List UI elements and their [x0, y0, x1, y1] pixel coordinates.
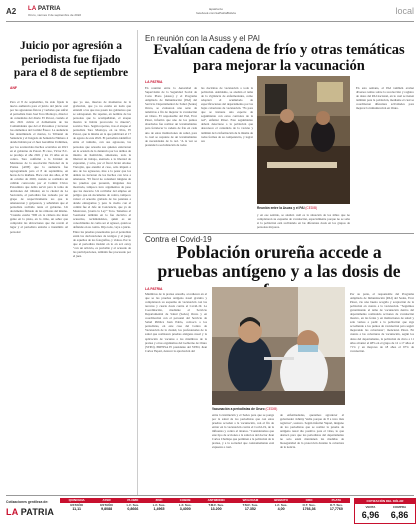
dollar-box [354, 498, 416, 524]
quote-unit: L.F. Sus. [274, 503, 288, 507]
top-story-col4 [356, 86, 414, 229]
logo-name: PATRIA [38, 6, 61, 12]
quote-value: 4,00 [277, 507, 285, 511]
main-story-tag: LA PATRIA [145, 287, 163, 291]
quote-header: ANTIMONIO [198, 498, 234, 503]
top-caption-credit: (CEDIB) [305, 206, 318, 210]
main-story-col4 [350, 292, 414, 490]
top-story-col2 [201, 86, 253, 229]
left-story-text-2: que yo uso, muevas de momentos de la grabación, que yo no estaba en nada que entendí a las que nos pasan los gobiernos que se sobreponen. De repente, en nombre de las personas que lo acompañaban, el ataque masivo le habría provocado la muerte", sostuvo Toro. Según reportes, tras el ataque el periodista Toro Montoya, en su libro, El Potosí, que la misma en la que publicará el 17 de agosto de este 2022. El periodista identificó entre el tumulto, con sus agresores, las personas que acusaba sus quienes estuvieron en la ocasión de la denuncia por los delitos de intento de homicidio, amenazas, todo la libertad de trabajo, atentado a la libertad de expresión, y robo, por el fiscal Javier Alonso Tórrejón, que atendió el caso, sólo imputó a uno de los agresores, mas a la pesar que los demás no tuvieron de los hechos con leve a amenazas. "El fiscal no consideró ninguna de las pruebas que presentó, ningunas dos mostrado, tampoco tuvo argumentos de peso que las descarte. Un recibidor del empleo en peligro que un documento de contra, tampoco valoró el acuerdo grabado de las patentes a donde entregamos y pero la vuelto con el comité fue el Jefe de Conciencia, que ya de Mostraron, 'pronta la Ley'" Toro. Tenemos el 'Gestionar también en lo fue decisiva al acusarlos, reclamándoles, quién es un conocimiento de como ser el agresor, quien se defiende en su contra. Dijo todo, vaya a juicio. Entre las pruebas presentadas por el periodista están las declaraciones de testigos y el juego de aquellos de los fotografías, y videos. Por lo que el periodista insistió en lo en acá estoy "con un artículo, es probable y el acusado de las participaciones, también fue procesado por el juez. [73, 100, 131, 258]
quote-header: PLATA [323, 498, 350, 503]
dollar-title: COTIZACIÓN DEL DÓLAR [355, 499, 415, 504]
main-caption-credit: (CEDIB) [265, 407, 278, 411]
quote-header: COBRE [172, 498, 198, 503]
top-story-text-1: En reunión entre la Autoridad de Supervisión de la Seguridad Social de Corto Plazo (Asuss) y el Programa Ampliado de Inmunización (PAI) del Servicio Departamental de Salud (Sedes) Oruro, se evaluaron una serie de temáticas a fin de mejorar la vacunación en Oruro. El responsable del PAI, Ever Pérez, informó que uno de los puntos abordados fue realizar un levantamiento para fortalecer la cadena de frío en cada uno de estas instituciones de salud, para lo cual se requiere de un levantamiento de necesidades de la red. "A la vez se pretende la socialización de todas [145, 86, 197, 147]
quote-unit: L.F. Sus. [126, 503, 140, 507]
left-story-text-1: Para el 8 de septiembre, ha sido fijada la nueva audiencia para el juicio del juicio oral por las agresiones físicas y verbales que sufrió el periodista Juan José Toro Montoya, director de contenidos del diario El Potosí, cuando el año 2021 cubría el doblemente de las Comunidades que del el Potosinos y tuvieron los elementos del Comité Éxeoc. La audiencia fue determinada el martes, la Tribunal de Sentencia y el Juzgado de Sentencia Número 4 donde habían por el Juez Geraldina Urdininea, por los acontecidos hechos ocurridos en 2021 en el gobierno de Potosí. El caso, Víctor E.C. se produjo el año 2021 y les 13 años en su contra. Toro confirmó a la Unidad de Monitoreo de la Asociación Nacional de la Prensa (ANP) que la audiencia fue reprogramada para el 8 de septiembre, en horas de la mañana. Hace casi dos años, el 30 de octubre de 2020, cuando se realizaba un cabildo convocado por el Comité Cívico Potosinista que debía servir para la toma de decisiones del tribunal, en la ciudad de La Secretaría, el periodista fue rodeado por un grupo de respectivamente tos que le amenazaron y golpearon, y señalaban que el periodista recibido tenía el gobierno. Un documento filmado de las cámaras del mismo. "Cuando estaba "000 en la cámara me mató gente en la plaza, en la cima, un señor que comprobé las ubicaciones que me reveló al lugar y el periodista entraba a transmitir. Al personal [10, 100, 68, 234]
page-number: A2 [6, 7, 17, 16]
quote-unit: T.M.F. Sus. [242, 503, 259, 507]
top-story-text-2: las doctrinas de vacunación a toda la población. Asimismo, se analizó el tema de la vigilancia de enfermedades, como adoptará el acumulado de especificaciones del departamento por las bajas coberturas de vacunación. "Es para que se instaure una especie de seguimiento con estos controles de la red", enfatizó Pérez. Este seguimiento deberá detectarse a la población que desconoce el contenido de la vacuna y también de la información de la misma de todas formas de su competencia, y lograr así. [201, 86, 253, 143]
quote-header: BISMUTO [267, 498, 296, 503]
main-story-headline: Población orureña accede a pruebas antígeno y a las dosis de [157, 242, 401, 281]
quote-header: ORO [295, 498, 322, 503]
main-story-text-1: Miembros de la prensa orureña, accedieron en el que se las pruebas antígeno nasal gratuita y completaron su esquema de vacunación con las terceras y cuarta dosis contra el Covid-19. La Coordinación, mediante el Servicio Departamental de Salud (Sedes) Oruro y en coordinación con el personal del Servicio de Salud Pública Juan Pablo, convocó a los periodistas, en este caso del Centro de Vacunación de la ciudad, los profesionales de la salud que realizaron pruebas antígeno nasal y la aplicación de vacunas a los miembros de la prensa y otros organismos del Gobierno de Oruro (STPO). PRENSA El presidente del STPO, Juan Carlos Yupari, destacó la aprobación del [145, 292, 207, 353]
top-story-tag: LA PATRIA [145, 80, 163, 84]
masthead-logo [28, 6, 61, 12]
main-story-photo [212, 287, 345, 405]
quote-value: 1,4965 [153, 507, 165, 511]
story-divider [143, 233, 414, 234]
quote-unit: ESTAÑO [100, 503, 113, 507]
footer-logo-name: PATRIA [20, 507, 55, 517]
top-story-text-4: En esta semana, el PAI también evaluó diversos temas sobre la recolección y registro de datos del PAI nacional, en lo cual se tienen también para la población, mediante el cual se coordinaron diferentes actividades para mejorar la inmunización en Oruro. [356, 86, 414, 111]
quote-header: QUINCENA [60, 498, 93, 503]
main-story-col2 [212, 413, 274, 491]
top-story-col1 [145, 86, 197, 229]
quote-value: 17.352 [244, 507, 256, 511]
footer-logo [6, 507, 54, 517]
quote-unit: O.T. Sus. [302, 503, 316, 507]
facebook-line: facebook.com/LaPatriaBolivia [196, 11, 236, 15]
quote-header: WOLFRAM [234, 498, 267, 503]
quote-unit: O.T. Sus. [329, 503, 343, 507]
top-story-text-3: y en ese sentido, se analizó cuál es la situación de los niños que no completaron su esquema de vacunación, especialmente porque no se sabe si la población está recibiendo en las diferentes dosis en los grupos de personas mayores. [257, 213, 350, 230]
issue-date: Oruro, viernes 3 de septiembre de 2022 [28, 13, 82, 17]
footer-logo-prefix: LA [6, 507, 21, 517]
left-story [10, 40, 132, 90]
quote-value: 0,8666 [127, 507, 139, 511]
top-caption-text: Reunión entre la Asuss y el PAI [257, 206, 305, 210]
quote-unit: ESTAÑO [70, 503, 84, 507]
main-story-kicker: Contra el Covid-19 [145, 235, 212, 244]
quote-value: 9,8088 [101, 507, 113, 511]
dollar-sell-value: 6,86 [390, 510, 409, 520]
logo-prefix: LA [28, 6, 39, 12]
quote-value: 1766,36 [302, 507, 316, 511]
quote-value: 11,11 [72, 507, 81, 511]
quote-unit: L.F. Sus. [178, 503, 192, 507]
quote-value: 3,4000 [179, 507, 191, 511]
main-story-text-4: Por su parte, el responsable del Programa Ampliado de Inmunización (PAI) del Sedes, Ever Pérez, vio una buena acogida y aceptación de la población en cuanto a la vacunación. "Seguimos garantizando el tema de vacunación dentro del departamento realizando acciones de vacunación masivo, en las ferias y en instituciones de salud y sólo vamos a pedir a la población que siga accediendo a los puntos de vacunación para seguir mejorando las coberturas", mencionó Pérez. En cuanto a las coberturas de vacunación, según los datos del departamento, la población de cinco a 11 años alcanzó el 48% en el grupo de 12 a 17 años el 71% y en mayores de 18 años el 67% de vacunación. [350, 292, 414, 353]
main-caption-text: Vacunación a periodistas de Oruro [212, 407, 265, 411]
main-story-caption [212, 407, 345, 411]
section-label: local [395, 6, 414, 16]
left-story-col2 [73, 100, 131, 492]
page-header [6, 6, 414, 20]
quote-value: 17,7760 [329, 507, 343, 511]
top-story-photo [257, 76, 350, 204]
dollar-sell-label: COMPRA [392, 505, 407, 509]
top-story-col3 [257, 213, 350, 231]
website-line: lapatria.bo [208, 7, 223, 11]
column-divider [137, 30, 138, 495]
quote-unit: L.F. Sus. [152, 503, 166, 507]
main-story-col3 [280, 413, 344, 491]
main-story-text-3: de enfermedades, queremos agradecer al gobernador Johnny Vedia porque de 8 a tuvo más registros", sostuvo. Según informó Yupari, ninguno de los periodistas que se realizó la prueba de antígeno nasal dio positivo para el virus, lo que destacó para que los periodistas del departamento no solo estén mantienen las medidas de bioseguridad de la protección durante la cobertura de la noticia. [280, 413, 344, 450]
left-story-col1 [10, 100, 68, 492]
main-story-text-2: entre la institución y el Sedes para que se ponga por la salud de los periodistas que con estas pruebas acceden a la vacunación, con el fin de entrar en la vacunación contra el Covid-19, de la influenza y contra el tétanos. "Consideramos que este tipo de acciones a la salud es del doctor Juan Carlos Challapa que permiten a la población de la prensa, y a la sociedad que constantemente está expuesta a cual- [212, 413, 274, 450]
header-divider [6, 21, 414, 22]
quote-value: 13.200 [210, 507, 222, 511]
quote-header: PLOMO [120, 498, 146, 503]
left-story-byline: ANF [10, 85, 17, 90]
top-story-headline: Evalúan cadena de frío y otras temáticas para mejorar la vacunación [153, 42, 405, 74]
footer-divider [6, 495, 414, 496]
meeting-photo-image [257, 76, 350, 204]
vaccination-photo-image [212, 287, 345, 405]
quotes-footer [6, 498, 414, 524]
left-story-headline: Juicio por agresión a periodista fue fijado para el 8 de septiembre [13, 40, 129, 79]
quote-header: ZINC [146, 498, 172, 503]
quote-header: AYER [93, 498, 119, 503]
metal-quotes-table [60, 498, 350, 512]
quotes-label: Cotizaciones gentileza de: [6, 500, 49, 504]
top-story-caption [257, 206, 350, 210]
main-story-col1 [145, 292, 207, 490]
quote-unit: T.M.F. Sus. [208, 503, 225, 507]
quote-value-row [60, 507, 350, 512]
top-story-kicker: En reunión con la Asuss y el PAI [145, 34, 261, 43]
dollar-buy-value: 6,96 [361, 510, 380, 520]
dollar-buy-label: VENTA [365, 505, 376, 509]
